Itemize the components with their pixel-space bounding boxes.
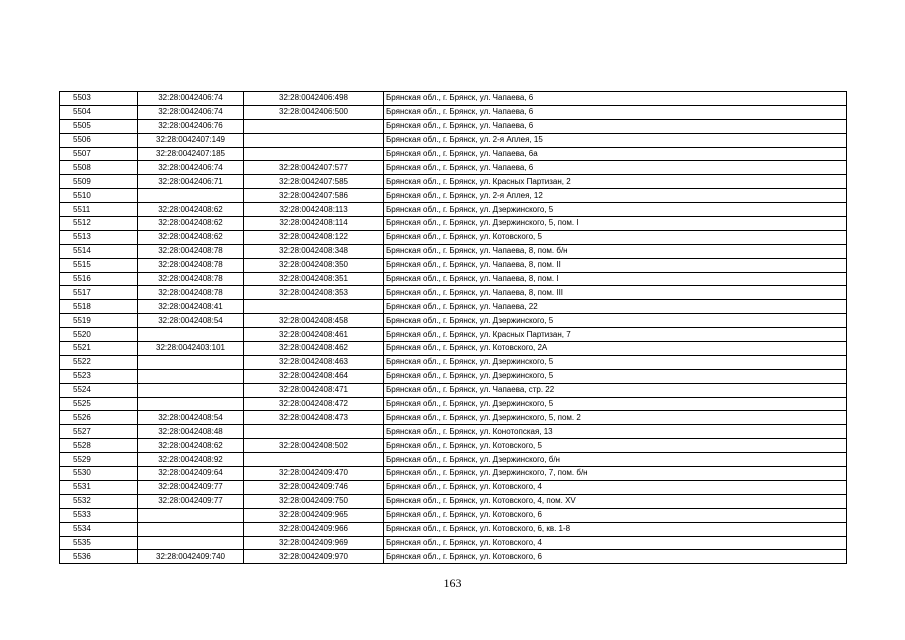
parcel-number-cell: [138, 369, 244, 383]
parcel-number-cell: 32:28:0042408:78: [138, 272, 244, 286]
row-number-cell: 5519: [60, 314, 138, 328]
table-row: [60, 383, 847, 397]
building-number-cell: 32:28:0042406:498: [244, 92, 384, 106]
building-number-cell: 32:28:0042409:966: [244, 522, 384, 536]
row-number-cell: 5531: [60, 480, 138, 494]
parcel-number-cell: [138, 355, 244, 369]
table-row: [60, 203, 847, 217]
row-number-cell: 5507: [60, 147, 138, 161]
parcel-number-cell: 32:28:0042406:76: [138, 119, 244, 133]
row-number-cell: 5533: [60, 508, 138, 522]
parcel-number-cell: [138, 189, 244, 203]
address-cell: Брянская обл., г. Брянск, ул. Чапаева, стр. 22: [384, 383, 847, 397]
table-row: [60, 508, 847, 522]
parcel-number-cell: [138, 328, 244, 342]
parcel-number-cell: 32:28:0042406:74: [138, 105, 244, 119]
row-number-cell: 5520: [60, 328, 138, 342]
parcel-number-cell: [138, 383, 244, 397]
building-number-cell: 32:28:0042409:470: [244, 467, 384, 481]
parcel-number-cell: 32:28:0042407:149: [138, 133, 244, 147]
row-number-cell: 5504: [60, 105, 138, 119]
address-cell: Брянская обл., г. Брянск, ул. Дзержинского, 5: [384, 369, 847, 383]
address-cell: Брянская обл., г. Брянск, ул. Дзержинского, 5: [384, 203, 847, 217]
parcel-number-cell: 32:28:0042408:92: [138, 453, 244, 467]
address-cell: Брянская обл., г. Брянск, ул. Котовского, 6: [384, 508, 847, 522]
parcel-number-cell: 32:28:0042408:62: [138, 230, 244, 244]
address-cell: Брянская обл., г. Брянск, ул. Чапаева, 8, пом. I: [384, 272, 847, 286]
building-number-cell: [244, 453, 384, 467]
registry-table-body: [60, 92, 847, 564]
table-row: [60, 439, 847, 453]
table-row: [60, 411, 847, 425]
address-cell: Брянская обл., г. Брянск, ул. Чапаева, 6: [384, 161, 847, 175]
table-row: [60, 147, 847, 161]
building-number-cell: 32:28:0042408:473: [244, 411, 384, 425]
row-number-cell: 5508: [60, 161, 138, 175]
parcel-number-cell: 32:28:0042409:740: [138, 550, 244, 564]
table-row: [60, 369, 847, 383]
building-number-cell: 32:28:0042406:500: [244, 105, 384, 119]
address-cell: Брянская обл., г. Брянск, ул. Дзержинского, 7, пом. б/н: [384, 467, 847, 481]
parcel-number-cell: [138, 508, 244, 522]
row-number-cell: 5509: [60, 175, 138, 189]
row-number-cell: 5530: [60, 467, 138, 481]
table-row: [60, 425, 847, 439]
row-number-cell: 5535: [60, 536, 138, 550]
table-row: [60, 480, 847, 494]
parcel-number-cell: 32:28:0042409:64: [138, 467, 244, 481]
parcel-number-cell: 32:28:0042408:62: [138, 217, 244, 231]
row-number-cell: 5526: [60, 411, 138, 425]
building-number-cell: [244, 133, 384, 147]
building-number-cell: 32:28:0042408:502: [244, 439, 384, 453]
parcel-number-cell: 32:28:0042408:78: [138, 258, 244, 272]
row-number-cell: 5512: [60, 217, 138, 231]
row-number-cell: 5523: [60, 369, 138, 383]
address-cell: Брянская обл., г. Брянск, ул. Дзержинского, 5: [384, 314, 847, 328]
row-number-cell: 5513: [60, 230, 138, 244]
address-cell: Брянская обл., г. Брянск, ул. Чапаева, 6а: [384, 147, 847, 161]
address-cell: Брянская обл., г. Брянск, ул. Котовского, 4: [384, 480, 847, 494]
table-row: [60, 258, 847, 272]
table-row: [60, 272, 847, 286]
row-number-cell: 5514: [60, 244, 138, 258]
parcel-number-cell: 32:28:0042408:62: [138, 439, 244, 453]
address-cell: Брянская обл., г. Брянск, ул. Дзержинского, 5, пом. 2: [384, 411, 847, 425]
table-row: [60, 550, 847, 564]
address-cell: Брянская обл., г. Брянск, ул. Дзержинского, 5: [384, 355, 847, 369]
address-cell: Брянская обл., г. Брянск, ул. Котовского, 6: [384, 550, 847, 564]
table-row: [60, 161, 847, 175]
row-number-cell: 5511: [60, 203, 138, 217]
parcel-number-cell: 32:28:0042408:48: [138, 425, 244, 439]
address-cell: Брянская обл., г. Брянск, ул. Чапаева, 22: [384, 300, 847, 314]
building-number-cell: [244, 119, 384, 133]
parcel-number-cell: 32:28:0042408:54: [138, 314, 244, 328]
row-number-cell: 5518: [60, 300, 138, 314]
address-cell: Брянская обл., г. Брянск, ул. Котовского, 5: [384, 230, 847, 244]
table-row: [60, 300, 847, 314]
building-number-cell: 32:28:0042408:472: [244, 397, 384, 411]
address-cell: Брянская обл., г. Брянск, ул. Чапаева, 6: [384, 119, 847, 133]
parcel-number-cell: 32:28:0042409:77: [138, 494, 244, 508]
row-number-cell: 5516: [60, 272, 138, 286]
table-row: [60, 244, 847, 258]
page-number: 163: [443, 576, 462, 590]
parcel-number-cell: 32:28:0042406:74: [138, 92, 244, 106]
building-number-cell: [244, 147, 384, 161]
address-cell: Брянская обл., г. Брянск, ул. Котовского, 2А: [384, 342, 847, 356]
table-row: [60, 175, 847, 189]
table-row: [60, 189, 847, 203]
table-row: [60, 314, 847, 328]
table-row: [60, 286, 847, 300]
address-cell: Брянская обл., г. Брянск, ул. Котовского, 6, кв. 1-8: [384, 522, 847, 536]
table-row: [60, 328, 847, 342]
table-row: [60, 355, 847, 369]
row-number-cell: 5505: [60, 119, 138, 133]
address-cell: Брянская обл., г. Брянск, ул. Чапаева, 6: [384, 105, 847, 119]
address-cell: Брянская обл., г. Брянск, ул. Дзержинского, 5: [384, 397, 847, 411]
building-number-cell: 32:28:0042408:350: [244, 258, 384, 272]
row-number-cell: 5510: [60, 189, 138, 203]
table-row: [60, 397, 847, 411]
building-number-cell: 32:28:0042408:351: [244, 272, 384, 286]
building-number-cell: 32:28:0042407:585: [244, 175, 384, 189]
building-number-cell: 32:28:0042408:471: [244, 383, 384, 397]
address-cell: Брянская обл., г. Брянск, ул. Чапаева, 8, пом. III: [384, 286, 847, 300]
address-cell: Брянская обл., г. Брянск, ул. Дзержинского, б/н: [384, 453, 847, 467]
registry-table: [59, 91, 847, 564]
parcel-number-cell: 32:28:0042408:78: [138, 286, 244, 300]
row-number-cell: 5517: [60, 286, 138, 300]
table-row: [60, 536, 847, 550]
parcel-number-cell: 32:28:0042408:54: [138, 411, 244, 425]
address-cell: Брянская обл., г. Брянск, ул. Красных Партизан, 7: [384, 328, 847, 342]
address-cell: Брянская обл., г. Брянск, ул. Конотопская, 13: [384, 425, 847, 439]
address-cell: Брянская обл., г. Брянск, ул. Чапаева, 8, пом. II: [384, 258, 847, 272]
row-number-cell: 5515: [60, 258, 138, 272]
row-number-cell: 5506: [60, 133, 138, 147]
row-number-cell: 5525: [60, 397, 138, 411]
row-number-cell: 5527: [60, 425, 138, 439]
building-number-cell: 32:28:0042408:464: [244, 369, 384, 383]
building-number-cell: 32:28:0042409:965: [244, 508, 384, 522]
parcel-number-cell: 32:28:0042406:71: [138, 175, 244, 189]
parcel-number-cell: 32:28:0042406:74: [138, 161, 244, 175]
row-number-cell: 5522: [60, 355, 138, 369]
parcel-number-cell: [138, 397, 244, 411]
address-cell: Брянская обл., г. Брянск, ул. Дзержинского, 5, пом. I: [384, 217, 847, 231]
building-number-cell: 32:28:0042408:114: [244, 217, 384, 231]
building-number-cell: 32:28:0042408:463: [244, 355, 384, 369]
building-number-cell: 32:28:0042409:750: [244, 494, 384, 508]
table-row: [60, 494, 847, 508]
parcel-number-cell: 32:28:0042407:185: [138, 147, 244, 161]
table-row: [60, 105, 847, 119]
row-number-cell: 5529: [60, 453, 138, 467]
table-row: [60, 453, 847, 467]
table-row: [60, 119, 847, 133]
parcel-number-cell: 32:28:0042403:101: [138, 342, 244, 356]
building-number-cell: 32:28:0042408:462: [244, 342, 384, 356]
table-row: [60, 467, 847, 481]
row-number-cell: 5532: [60, 494, 138, 508]
building-number-cell: 32:28:0042408:113: [244, 203, 384, 217]
table-row: [60, 230, 847, 244]
row-number-cell: 5536: [60, 550, 138, 564]
table-row: [60, 217, 847, 231]
address-cell: Брянская обл., г. Брянск, ул. 2-я Аплея, 15: [384, 133, 847, 147]
table-row: [60, 133, 847, 147]
building-number-cell: 32:28:0042408:122: [244, 230, 384, 244]
row-number-cell: 5528: [60, 439, 138, 453]
building-number-cell: [244, 425, 384, 439]
building-number-cell: 32:28:0042409:969: [244, 536, 384, 550]
table-row: [60, 342, 847, 356]
address-cell: Брянская обл., г. Брянск, ул. Котовского, 5: [384, 439, 847, 453]
parcel-number-cell: [138, 536, 244, 550]
parcel-number-cell: 32:28:0042409:77: [138, 480, 244, 494]
building-number-cell: 32:28:0042407:577: [244, 161, 384, 175]
parcel-number-cell: 32:28:0042408:78: [138, 244, 244, 258]
parcel-number-cell: [138, 522, 244, 536]
building-number-cell: 32:28:0042408:348: [244, 244, 384, 258]
row-number-cell: 5521: [60, 342, 138, 356]
address-cell: Брянская обл., г. Брянск, ул. Чапаева, 8, пом. б/н: [384, 244, 847, 258]
building-number-cell: 32:28:0042409:970: [244, 550, 384, 564]
building-number-cell: [244, 300, 384, 314]
row-number-cell: 5524: [60, 383, 138, 397]
address-cell: Брянская обл., г. Брянск, ул. Красных Партизан, 2: [384, 175, 847, 189]
parcel-number-cell: 32:28:0042408:62: [138, 203, 244, 217]
address-cell: Брянская обл., г. Брянск, ул. 2-я Аплея, 12: [384, 189, 847, 203]
building-number-cell: 32:28:0042407:586: [244, 189, 384, 203]
address-cell: Брянская обл., г. Брянск, ул. Котовского, 4: [384, 536, 847, 550]
table-row: [60, 92, 847, 106]
table-row: [60, 522, 847, 536]
address-cell: Брянская обл., г. Брянск, ул. Чапаева, 6: [384, 92, 847, 106]
building-number-cell: 32:28:0042408:353: [244, 286, 384, 300]
building-number-cell: 32:28:0042409:746: [244, 480, 384, 494]
parcel-number-cell: 32:28:0042408:41: [138, 300, 244, 314]
row-number-cell: 5503: [60, 92, 138, 106]
row-number-cell: 5534: [60, 522, 138, 536]
building-number-cell: 32:28:0042408:458: [244, 314, 384, 328]
building-number-cell: 32:28:0042408:461: [244, 328, 384, 342]
address-cell: Брянская обл., г. Брянск, ул. Котовского, 4, пом. XV: [384, 494, 847, 508]
